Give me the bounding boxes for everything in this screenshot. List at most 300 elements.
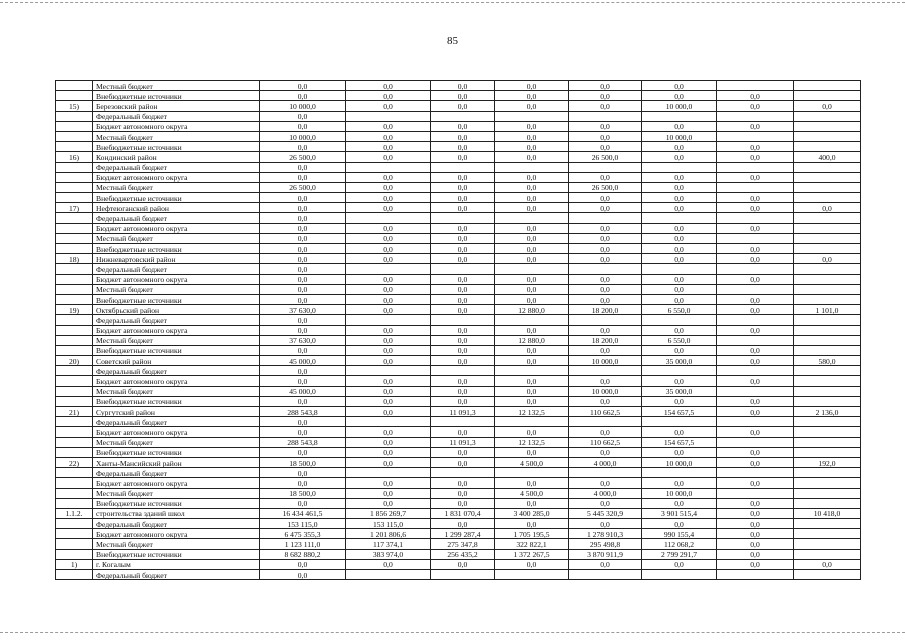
row-number-cell [56, 427, 93, 437]
row-number-cell [56, 244, 93, 254]
value-cell: 0,0 [794, 101, 861, 111]
value-cell [346, 570, 431, 580]
value-cell: 6 475 355,3 [260, 529, 346, 539]
value-cell: 8 682 880,2 [260, 549, 346, 559]
value-cell: 0,0 [260, 274, 346, 284]
table-row [56, 111, 861, 121]
row-number-cell: 20) [56, 356, 93, 366]
row-number-cell: 1.1.2. [56, 508, 93, 518]
row-number-cell: 16) [56, 152, 93, 162]
value-cell: 0,0 [260, 376, 346, 386]
value-cell [431, 570, 495, 580]
value-cell: 0,0 [569, 81, 642, 91]
value-cell: 0,0 [346, 193, 431, 203]
value-cell: 0,0 [260, 478, 346, 488]
value-cell: 0,0 [260, 162, 346, 172]
value-cell: 0,0 [346, 356, 431, 366]
value-cell: 0,0 [569, 203, 642, 213]
value-cell: 0,0 [260, 264, 346, 274]
value-cell: 4 000,0 [569, 457, 642, 467]
value-cell [717, 335, 794, 345]
value-cell: 0,0 [642, 182, 717, 192]
table-row [56, 274, 861, 284]
table-row [56, 325, 861, 335]
value-cell [794, 335, 861, 345]
value-cell: 0,0 [260, 294, 346, 304]
table-row [56, 182, 861, 192]
value-cell: 0,0 [569, 294, 642, 304]
value-cell: 0,0 [642, 142, 717, 152]
value-cell [431, 468, 495, 478]
value-cell: 322 822,1 [495, 539, 569, 549]
value-cell [794, 437, 861, 447]
value-cell: 0,0 [569, 478, 642, 488]
table-row [56, 345, 861, 355]
value-cell: 0,0 [431, 498, 495, 508]
value-cell: 0,0 [346, 142, 431, 152]
value-cell: 0,0 [717, 223, 794, 233]
value-cell: 0,0 [431, 356, 495, 366]
value-cell: 0,0 [717, 244, 794, 254]
row-number-cell [56, 417, 93, 427]
value-cell: 12 880,0 [495, 335, 569, 345]
value-cell: 0,0 [431, 325, 495, 335]
value-cell [495, 111, 569, 121]
value-cell [346, 315, 431, 325]
value-cell [717, 386, 794, 396]
page-number: 85 [447, 35, 458, 47]
value-cell: 0,0 [346, 274, 431, 284]
row-number-cell [56, 519, 93, 529]
row-number-cell [56, 325, 93, 335]
value-cell: 26 500,0 [260, 182, 346, 192]
table-row [56, 488, 861, 498]
value-cell [717, 81, 794, 91]
value-cell: 0,0 [431, 559, 495, 569]
table-row [56, 233, 861, 243]
value-cell: 0,0 [642, 294, 717, 304]
row-number-cell: 22) [56, 457, 93, 467]
value-cell: 0,0 [260, 315, 346, 325]
value-cell: 0,0 [346, 254, 431, 264]
row-name-cell: Внебюджетные источники [93, 91, 260, 101]
value-cell: 0,0 [642, 427, 717, 437]
value-cell [794, 213, 861, 223]
value-cell: 0,0 [260, 172, 346, 182]
row-number-cell [56, 294, 93, 304]
value-cell: 1 372 267,5 [495, 549, 569, 559]
value-cell [794, 376, 861, 386]
row-name-cell: Местный бюджет [93, 488, 260, 498]
value-cell: 0,0 [431, 101, 495, 111]
table-row [56, 315, 861, 325]
table-row [56, 386, 861, 396]
value-cell: 0,0 [642, 345, 717, 355]
value-cell: 0,0 [431, 519, 495, 529]
value-cell [794, 244, 861, 254]
value-cell: 0,0 [346, 335, 431, 345]
value-cell: 110 662,5 [569, 407, 642, 417]
value-cell: 0,0 [431, 478, 495, 488]
value-cell: 0,0 [495, 498, 569, 508]
value-cell: 0,0 [717, 447, 794, 457]
value-cell [717, 437, 794, 447]
value-cell [642, 570, 717, 580]
value-cell: 0,0 [569, 131, 642, 141]
value-cell [346, 111, 431, 121]
value-cell: 18 500,0 [260, 457, 346, 467]
value-cell: 112 068,2 [642, 539, 717, 549]
value-cell: 0,0 [495, 427, 569, 437]
value-cell [794, 131, 861, 141]
row-name-cell: Федеральный бюджет [93, 468, 260, 478]
value-cell: 0,0 [569, 498, 642, 508]
value-cell: 0,0 [431, 193, 495, 203]
row-number-cell: 18) [56, 254, 93, 264]
value-cell: 0,0 [717, 559, 794, 569]
row-name-cell: Бюджет автономного округа [93, 223, 260, 233]
value-cell: 0,0 [569, 91, 642, 101]
value-cell [717, 315, 794, 325]
value-cell: 0,0 [495, 345, 569, 355]
value-cell [569, 366, 642, 376]
value-cell: 0,0 [717, 325, 794, 335]
value-cell [346, 264, 431, 274]
value-cell: 0,0 [431, 244, 495, 254]
value-cell: 1 201 806,6 [346, 529, 431, 539]
table-row [56, 101, 861, 111]
row-name-cell: Федеральный бюджет [93, 519, 260, 529]
value-cell: 0,0 [717, 457, 794, 467]
value-cell [794, 468, 861, 478]
budget-table-container [55, 80, 860, 580]
value-cell: 0,0 [431, 223, 495, 233]
row-name-cell: Внебюджетные источники [93, 549, 260, 559]
row-name-cell: Федеральный бюджет [93, 213, 260, 223]
row-name-cell: Бюджет автономного округа [93, 427, 260, 437]
value-cell: 26 500,0 [260, 152, 346, 162]
table-row [56, 457, 861, 467]
value-cell [495, 417, 569, 427]
value-cell: 0,0 [495, 203, 569, 213]
row-number-cell [56, 315, 93, 325]
value-cell: 0,0 [569, 274, 642, 284]
value-cell: 0,0 [431, 294, 495, 304]
value-cell: 1 123 111,0 [260, 539, 346, 549]
value-cell: 10 000,0 [642, 457, 717, 467]
value-cell: 0,0 [260, 233, 346, 243]
value-cell: 0,0 [495, 172, 569, 182]
value-cell: 153 115,0 [260, 519, 346, 529]
row-number-cell [56, 213, 93, 223]
value-cell [717, 162, 794, 172]
row-name-cell: Внебюджетные источники [93, 193, 260, 203]
table-row [56, 549, 861, 559]
value-cell: 1 831 070,4 [431, 508, 495, 518]
value-cell: 0,0 [346, 437, 431, 447]
value-cell [717, 233, 794, 243]
value-cell [794, 233, 861, 243]
value-cell: 0,0 [642, 223, 717, 233]
row-name-cell: Бюджет автономного округа [93, 274, 260, 284]
table-row [56, 468, 861, 478]
value-cell: 0,0 [642, 203, 717, 213]
value-cell: 0,0 [495, 131, 569, 141]
value-cell [794, 417, 861, 427]
value-cell: 12 880,0 [495, 305, 569, 315]
value-cell: 0,0 [431, 91, 495, 101]
value-cell [346, 162, 431, 172]
row-number-cell [56, 81, 93, 91]
value-cell: 0,0 [717, 508, 794, 518]
value-cell: 0,0 [642, 498, 717, 508]
top-edge-line [0, 2, 905, 3]
value-cell [642, 111, 717, 121]
value-cell: 0,0 [346, 498, 431, 508]
value-cell: 37 630,0 [260, 335, 346, 345]
value-cell: 10 000,0 [260, 101, 346, 111]
value-cell [794, 498, 861, 508]
row-name-cell: Местный бюджет [93, 81, 260, 91]
value-cell [346, 213, 431, 223]
row-name-cell: Местный бюджет [93, 335, 260, 345]
value-cell: 0,0 [642, 559, 717, 569]
row-number-cell: 1) [56, 559, 93, 569]
row-name-cell: Нефтеюганский район [93, 203, 260, 213]
row-number-cell [56, 488, 93, 498]
value-cell: 35 000,0 [642, 386, 717, 396]
value-cell: 0,0 [717, 203, 794, 213]
row-number-cell [56, 193, 93, 203]
value-cell: 0,0 [431, 284, 495, 294]
row-number-cell [56, 335, 93, 345]
value-cell: 0,0 [346, 284, 431, 294]
value-cell: 0,0 [569, 101, 642, 111]
value-cell [794, 396, 861, 406]
value-cell: 0,0 [346, 294, 431, 304]
value-cell: 0,0 [260, 142, 346, 152]
table-row [56, 284, 861, 294]
value-cell: 580,0 [794, 356, 861, 366]
value-cell: 0,0 [260, 427, 346, 437]
table-row [56, 91, 861, 101]
value-cell: 0,0 [717, 478, 794, 488]
value-cell: 0,0 [569, 559, 642, 569]
value-cell [717, 213, 794, 223]
value-cell: 0,0 [431, 305, 495, 315]
value-cell [794, 427, 861, 437]
value-cell: 0,0 [431, 335, 495, 345]
value-cell: 6 550,0 [642, 305, 717, 315]
table-row [56, 498, 861, 508]
table-row [56, 417, 861, 427]
value-cell: 0,0 [260, 498, 346, 508]
value-cell [717, 264, 794, 274]
value-cell [794, 529, 861, 539]
value-cell [794, 81, 861, 91]
value-cell: 0,0 [642, 152, 717, 162]
value-cell: 0,0 [346, 233, 431, 243]
value-cell: 37 630,0 [260, 305, 346, 315]
value-cell: 0,0 [495, 233, 569, 243]
value-cell [794, 447, 861, 457]
value-cell: 0,0 [431, 345, 495, 355]
value-cell: 0,0 [346, 488, 431, 498]
value-cell: 0,0 [495, 81, 569, 91]
value-cell: 0,0 [717, 172, 794, 182]
value-cell: 0,0 [495, 396, 569, 406]
value-cell: 26 500,0 [569, 152, 642, 162]
table-row [56, 223, 861, 233]
row-name-cell: Местный бюджет [93, 233, 260, 243]
value-cell [794, 315, 861, 325]
row-name-cell: Местный бюджет [93, 182, 260, 192]
value-cell: 0,0 [717, 549, 794, 559]
table-row [56, 447, 861, 457]
value-cell [794, 345, 861, 355]
value-cell [431, 162, 495, 172]
row-number-cell [56, 478, 93, 488]
value-cell: 0,0 [431, 182, 495, 192]
row-number-cell: 15) [56, 101, 93, 111]
value-cell: 0,0 [569, 376, 642, 386]
value-cell [794, 193, 861, 203]
value-cell: 0,0 [717, 152, 794, 162]
row-name-cell: Местный бюджет [93, 131, 260, 141]
row-name-cell: Внебюджетные источники [93, 142, 260, 152]
value-cell: 0,0 [431, 488, 495, 498]
value-cell: 35 000,0 [642, 356, 717, 366]
value-cell: 0,0 [569, 284, 642, 294]
table-row [56, 152, 861, 162]
table-row [56, 142, 861, 152]
value-cell: 0,0 [495, 142, 569, 152]
value-cell: 295 498,8 [569, 539, 642, 549]
value-cell [346, 366, 431, 376]
value-cell: 0,0 [260, 244, 346, 254]
value-cell [717, 468, 794, 478]
value-cell: 0,0 [431, 121, 495, 131]
value-cell: 0,0 [260, 121, 346, 131]
row-name-cell: Федеральный бюджет [93, 570, 260, 580]
value-cell: 4 500,0 [495, 457, 569, 467]
value-cell [495, 366, 569, 376]
value-cell [569, 264, 642, 274]
value-cell: 288 543,8 [260, 407, 346, 417]
value-cell: 10 000,0 [569, 386, 642, 396]
value-cell: 383 974,0 [346, 549, 431, 559]
value-cell: 12 132,5 [495, 437, 569, 447]
value-cell: 0,0 [346, 427, 431, 437]
value-cell [794, 223, 861, 233]
value-cell [642, 315, 717, 325]
row-number-cell [56, 182, 93, 192]
value-cell: 0,0 [717, 305, 794, 315]
value-cell: 0,0 [346, 182, 431, 192]
value-cell: 18 200,0 [569, 335, 642, 345]
value-cell: 0,0 [260, 447, 346, 457]
value-cell: 0,0 [346, 152, 431, 162]
value-cell: 0,0 [569, 142, 642, 152]
value-cell: 0,0 [260, 417, 346, 427]
value-cell [794, 274, 861, 284]
row-number-cell [56, 264, 93, 274]
row-number-cell [56, 223, 93, 233]
value-cell: 10 000,0 [260, 131, 346, 141]
value-cell [431, 417, 495, 427]
value-cell: 0,0 [260, 193, 346, 203]
row-number-cell [56, 437, 93, 447]
table-row [56, 213, 861, 223]
row-name-cell: Местный бюджет [93, 284, 260, 294]
row-name-cell: г. Когалым [93, 559, 260, 569]
value-cell: 0,0 [495, 274, 569, 284]
row-number-cell [56, 274, 93, 284]
row-name-cell: Нижневартовский район [93, 254, 260, 264]
row-name-cell: Ханты-Мансийский район [93, 457, 260, 467]
table-row [56, 437, 861, 447]
table-row [56, 508, 861, 518]
value-cell: 0,0 [495, 325, 569, 335]
value-cell: 0,0 [495, 478, 569, 488]
value-cell [642, 366, 717, 376]
row-number-cell [56, 162, 93, 172]
value-cell: 12 132,5 [495, 407, 569, 417]
value-cell: 26 500,0 [569, 182, 642, 192]
value-cell: 0,0 [495, 152, 569, 162]
table-row [56, 539, 861, 549]
value-cell: 0,0 [431, 376, 495, 386]
value-cell: 0,0 [717, 91, 794, 101]
value-cell: 0,0 [346, 81, 431, 91]
row-number-cell [56, 366, 93, 376]
value-cell: 0,0 [642, 91, 717, 101]
value-cell: 0,0 [642, 376, 717, 386]
table-row [56, 81, 861, 91]
value-cell [346, 417, 431, 427]
value-cell [717, 182, 794, 192]
value-cell: 400,0 [794, 152, 861, 162]
value-cell: 0,0 [495, 182, 569, 192]
row-name-cell: строительства зданий школ [93, 508, 260, 518]
row-name-cell: Октябрьский район [93, 305, 260, 315]
row-name-cell: Советский район [93, 356, 260, 366]
value-cell [569, 468, 642, 478]
value-cell: 11 091,3 [431, 437, 495, 447]
value-cell: 0,0 [569, 254, 642, 264]
value-cell: 0,0 [642, 193, 717, 203]
value-cell [569, 111, 642, 121]
value-cell: 0,0 [717, 254, 794, 264]
value-cell: 0,0 [495, 559, 569, 569]
table-row [56, 478, 861, 488]
value-cell [717, 284, 794, 294]
value-cell: 1 278 910,3 [569, 529, 642, 539]
value-cell: 0,0 [260, 559, 346, 569]
row-number-cell [56, 376, 93, 386]
row-number-cell [56, 447, 93, 457]
row-name-cell: Федеральный бюджет [93, 264, 260, 274]
value-cell [794, 294, 861, 304]
value-cell [717, 366, 794, 376]
row-number-cell [56, 142, 93, 152]
value-cell [794, 570, 861, 580]
value-cell: 0,0 [346, 457, 431, 467]
value-cell: 0,0 [346, 325, 431, 335]
value-cell: 0,0 [717, 376, 794, 386]
value-cell: 0,0 [569, 223, 642, 233]
value-cell: 4 500,0 [495, 488, 569, 498]
